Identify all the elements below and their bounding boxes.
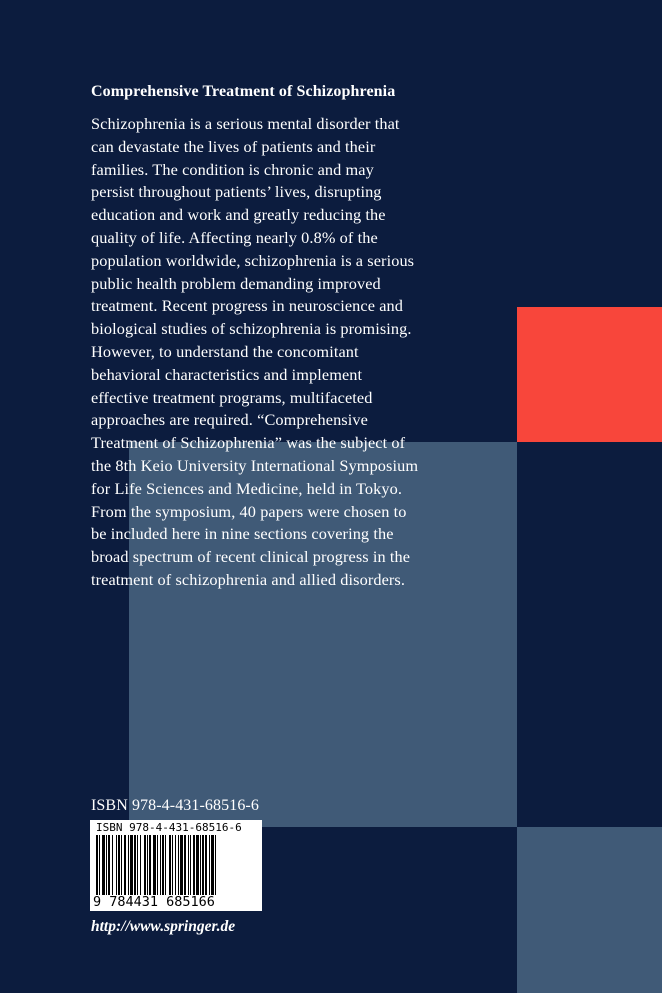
- description-line: families. The condition is chronic and may: [91, 159, 374, 179]
- barcode-bar: [209, 835, 210, 895]
- barcode-bar: [106, 835, 107, 895]
- barcode-bar: [147, 835, 148, 895]
- barcode-bar: [160, 835, 161, 895]
- description-line: approaches are required. “Comprehensive: [91, 410, 368, 430]
- description-line: Treatment of Schizophrenia” was the subject of: [91, 433, 406, 453]
- barcode-bar: [137, 835, 138, 895]
- book-description: [91, 113, 491, 592]
- gray-corner-block: [517, 827, 662, 993]
- barcode-bar: [134, 835, 136, 895]
- orange-accent-block: [517, 307, 662, 442]
- description-line: treatment of schizophrenia and allied disorders.: [91, 569, 406, 589]
- description-line: quality of life. Affecting nearly 0.8% of the: [91, 227, 378, 247]
- barcode-bar: [157, 835, 158, 895]
- barcode-bar: [128, 835, 129, 895]
- barcode-bar: [149, 835, 151, 895]
- barcode-bar: [116, 835, 117, 895]
- description-line: From the symposium, 40 papers were chosen to: [91, 501, 407, 521]
- barcode-bar: [162, 835, 164, 895]
- barcode-bar: [165, 835, 166, 895]
- isbn-barcode: [90, 820, 262, 911]
- barcode-isbn-label: ISBN 978-4-431-68516-6: [96, 821, 242, 834]
- barcode-bar: [196, 835, 199, 895]
- description-line: effective treatment programs, multifaceted: [91, 387, 373, 407]
- barcode-bar: [200, 835, 201, 895]
- description-line: treatment. Recent progress in neuroscience and: [91, 296, 404, 316]
- publisher-url: http://www.springer.de: [91, 918, 236, 935]
- barcode-bar: [211, 835, 214, 895]
- barcode-bar: [188, 835, 189, 895]
- barcode-digits: 9 784431 685166: [93, 894, 215, 910]
- description-line: However, to understand the concomitant: [91, 341, 359, 361]
- barcode-bar: [180, 835, 183, 895]
- description-line: the 8th Keio University International Symposium: [91, 455, 419, 475]
- barcode-bar: [112, 835, 113, 895]
- barcode-bar: [172, 835, 173, 895]
- description-line: biological studies of schizophrenia is promising.: [91, 319, 412, 339]
- barcode-bars-icon: [96, 835, 256, 895]
- barcode-bar: [118, 835, 120, 895]
- barcode-bar: [205, 835, 207, 895]
- barcode-bar: [175, 835, 176, 895]
- description-line: persist throughout patients’ lives, disrupting: [91, 182, 382, 202]
- barcode-bar: [202, 835, 204, 895]
- description-line: behavioral characteristics and implement: [91, 364, 363, 384]
- barcode-bar: [121, 835, 122, 895]
- barcode-bar: [124, 835, 126, 895]
- description-line: public health problem demanding improved: [91, 273, 381, 293]
- barcode-bar: [102, 835, 105, 895]
- isbn-number: ISBN 978-4-431-68516-6: [91, 797, 259, 814]
- description-line: can devastate the lives of patients and their: [91, 136, 376, 156]
- barcode-bar: [193, 835, 195, 895]
- description-line: broad spectrum of recent clinical progress in the: [91, 547, 411, 567]
- description-line: education and work and greatly reducing the: [91, 205, 386, 225]
- barcode-bar: [99, 835, 100, 895]
- description-line: for Life Sciences and Medicine, held in Tokyo.: [91, 478, 403, 498]
- barcode-bar: [96, 835, 98, 895]
- barcode-bar: [140, 835, 141, 895]
- barcode-bar: [184, 835, 186, 895]
- barcode-bar: [215, 835, 216, 895]
- description-line: population worldwide, schizophrenia is a serious: [91, 250, 415, 270]
- barcode-bar: [130, 835, 133, 895]
- book-title: Comprehensive Treatment of Schizophrenia: [91, 83, 396, 100]
- barcode-bar: [169, 835, 171, 895]
- barcode-bar: [190, 835, 191, 895]
- barcode-bar: [108, 835, 110, 895]
- description-line: Schizophrenia is a serious mental disorder that: [91, 114, 400, 133]
- barcode-bar: [153, 835, 156, 895]
- description-line: be included here in nine sections covering the: [91, 524, 394, 544]
- barcode-bar: [178, 835, 179, 895]
- barcode-bar: [144, 835, 146, 895]
